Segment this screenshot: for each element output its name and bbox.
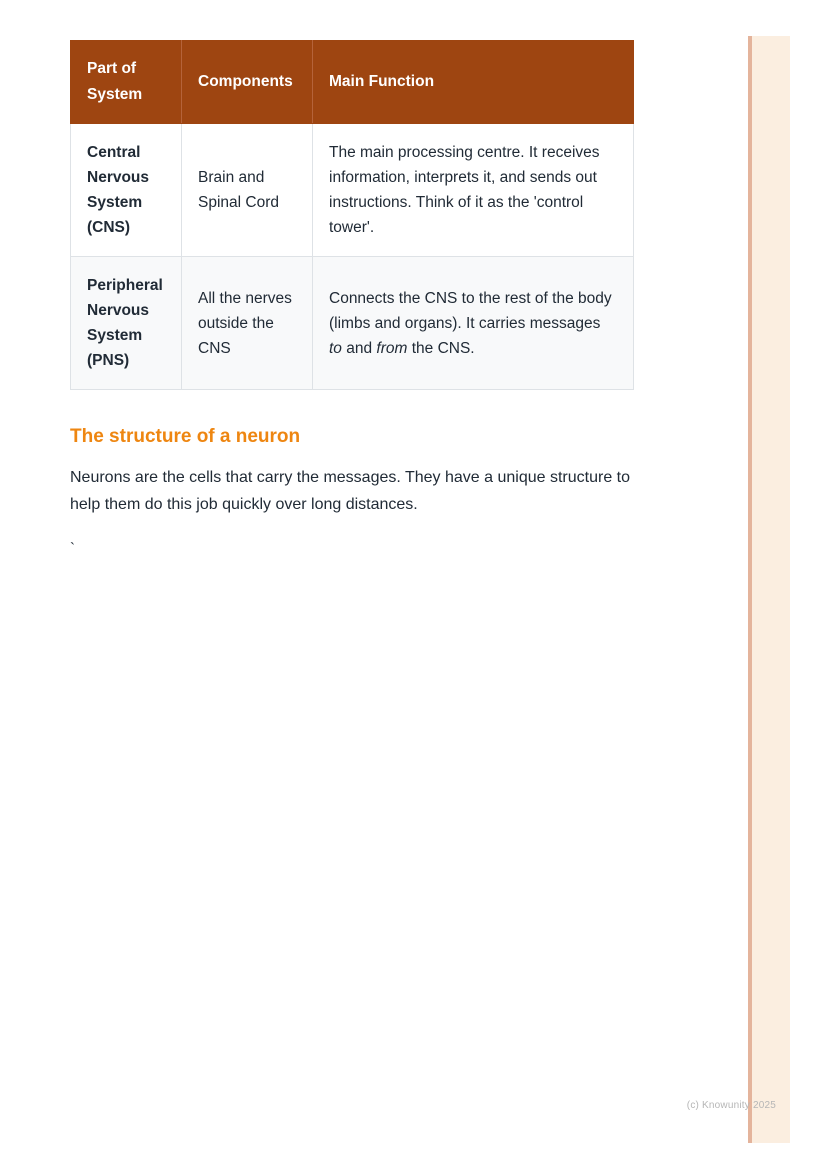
page-edge-line [748, 36, 752, 1143]
document-content [0, 0, 633, 557]
pns-function-italic-to: to [329, 339, 342, 357]
copyright-text: (c) Knowunity 2025 [686, 1100, 776, 1111]
header-components: Components [182, 41, 313, 124]
cell-cns-components: Brain and Spinal Cord [182, 124, 313, 257]
pns-function-text: the CNS. [407, 339, 475, 357]
section-heading-neuron-structure: The structure of a neuron [70, 426, 301, 447]
table-row-pns [71, 257, 634, 390]
table-row-cns [71, 124, 634, 257]
cell-cns-part: Central Nervous System (CNS) [71, 124, 182, 257]
header-main-function: Main Function [313, 41, 634, 124]
nervous-system-table [70, 40, 634, 390]
header-part-of-system: Part of System [71, 41, 182, 124]
cell-pns-part: Peripheral Nervous System (PNS) [71, 257, 182, 390]
cell-pns-components: All the nerves outside the CNS [182, 257, 313, 390]
stray-backtick-character: ` [70, 540, 75, 557]
pns-function-text: and [341, 339, 377, 357]
neuron-intro-paragraph: Neurons are the cells that carry the messages. They have a unique structure to help them do this job quickly over long distances. [70, 469, 630, 513]
page-edge-band [748, 36, 790, 1143]
cell-cns-function: The main processing centre. It receives information, interprets it, and sends out instructions. Think of it as the 'control tower'. [313, 124, 634, 257]
pns-function-text: Connects the CNS to the rest of the body (limbs and organs). It carries messages [329, 289, 612, 332]
pns-function-italic-from: from [376, 339, 408, 357]
table-header-row [71, 41, 634, 124]
cell-pns-function [313, 257, 634, 390]
